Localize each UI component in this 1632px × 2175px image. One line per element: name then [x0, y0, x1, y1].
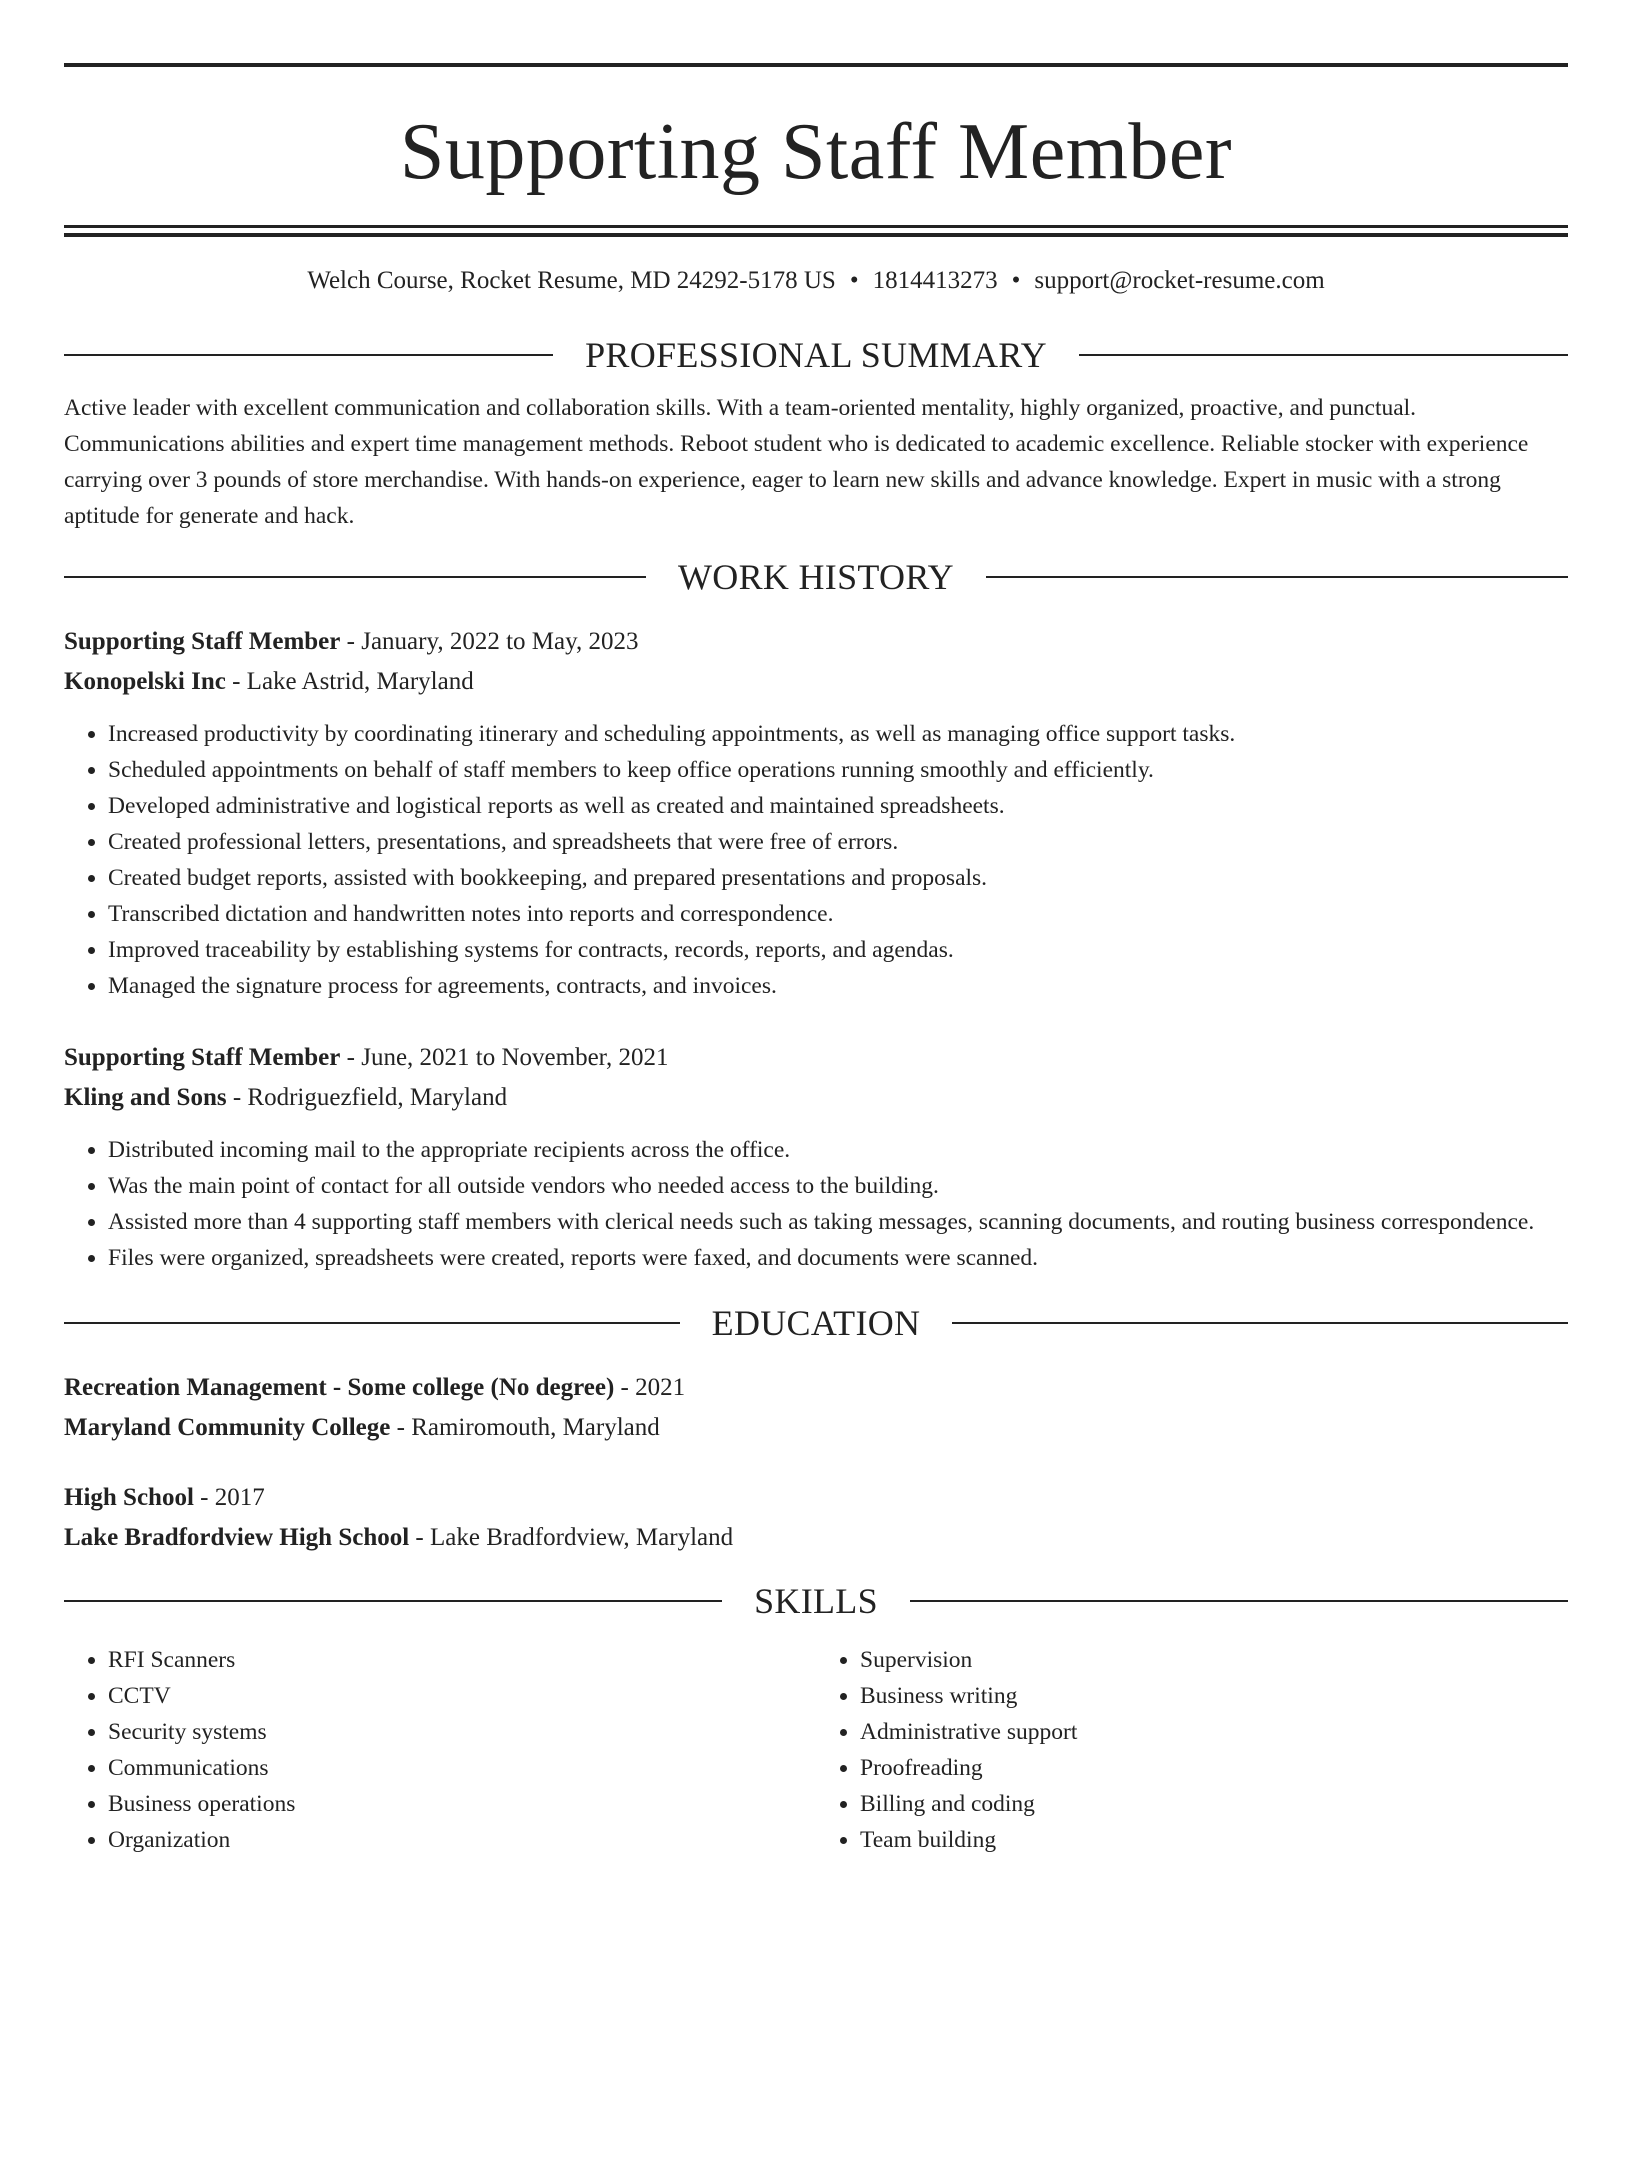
education-year: - 2017 [193, 1484, 265, 1511]
heading-rule-left [64, 354, 553, 356]
job-location: - Lake Astrid, Maryland [225, 668, 474, 695]
education-school: Maryland Community College [64, 1414, 391, 1441]
header-double-divider [64, 225, 1568, 237]
contact-phone: 1814413273 [872, 267, 998, 294]
job-company-line [64, 662, 1568, 702]
resume-page [0, 63, 1632, 2175]
education-year: - 2021 [614, 1374, 686, 1401]
list-item: • Increased productivity by coordinating itinerary and scheduling appointments, as well as managing office support tasks. [108, 716, 1568, 752]
skill-item: • Security systems [108, 1714, 816, 1750]
section-title: SKILLS [754, 1581, 878, 1621]
skill-item: • CCTV [108, 1678, 816, 1714]
list-item: • Files were organized, spreadsheets were created, reports were faxed, and documents were scanned. [108, 1240, 1568, 1276]
skills-list-right [816, 1642, 1568, 1858]
skill-item: • Administrative support [860, 1714, 1568, 1750]
education-degree-line [64, 1368, 1568, 1408]
heading-rule-left [64, 1600, 722, 1602]
skills-list-left [64, 1642, 816, 1858]
list-item: • Scheduled appointments on behalf of staff members to keep office operations running smoothly and efficiently. [108, 752, 1568, 788]
section-title: EDUCATION [711, 1303, 921, 1343]
section-title: PROFESSIONAL SUMMARY [585, 335, 1047, 375]
section-title: WORK HISTORY [678, 557, 954, 597]
education-entry [64, 1478, 1568, 1558]
skills-columns [64, 1642, 1568, 1858]
education-degree-line [64, 1478, 1568, 1518]
list-item: • Developed administrative and logistical reports as well as created and maintained spreadsheets. [108, 788, 1568, 824]
education-school-line [64, 1518, 1568, 1558]
education-degree: High School [64, 1484, 194, 1511]
list-item: • Was the main point of contact for all outside vendors who needed access to the building. [108, 1168, 1568, 1204]
skill-item: • Business writing [860, 1678, 1568, 1714]
education-school: Lake Bradfordview High School [64, 1524, 410, 1551]
skill-item: • Business operations [108, 1786, 816, 1822]
job-company: Kling and Sons [64, 1084, 227, 1111]
job-entry [64, 1038, 1568, 1276]
contact-separator: • [849, 267, 859, 294]
job-title-line [64, 1038, 1568, 1078]
candidate-name: Supporting Staff Member [399, 108, 1233, 196]
job-company-line [64, 1078, 1568, 1118]
heading-rule-right [1079, 354, 1568, 356]
job-company: Konopelski Inc [64, 668, 226, 695]
education-location: - Lake Bradfordview, Maryland [409, 1524, 734, 1551]
skill-item: • RFI Scanners [108, 1642, 816, 1678]
job-dates: - June, 2021 to November, 2021 [340, 1044, 669, 1071]
heading-rule-left [64, 576, 646, 578]
skill-item: • Organization [108, 1822, 816, 1858]
top-divider [64, 63, 1568, 67]
skill-item: • Team building [860, 1822, 1568, 1858]
job-duties-list [64, 1132, 1568, 1276]
list-item: • Created professional letters, presentations, and spreadsheets that were free of errors. [108, 824, 1568, 860]
education-location: - Ramiromouth, Maryland [390, 1414, 660, 1441]
job-location: - Rodriguezfield, Maryland [226, 1084, 508, 1111]
skill-item: • Billing and coding [860, 1786, 1568, 1822]
heading-rule-right [910, 1600, 1568, 1602]
list-item: • Created budget reports, assisted with bookkeeping, and prepared presentations and proposals. [108, 860, 1568, 896]
skill-item: • Supervision [860, 1642, 1568, 1678]
education-section-heading [64, 1300, 1568, 1346]
skill-item: • Communications [108, 1750, 816, 1786]
job-title: Supporting Staff Member [64, 628, 341, 655]
job-entry [64, 622, 1568, 1004]
contact-email: support@rocket-resume.com [1034, 267, 1325, 294]
list-item: • Transcribed dictation and handwritten notes into reports and correspondence. [108, 896, 1568, 932]
professional-summary-text: Active leader with excellent communication and collaboration skills. With a team-oriented mentality, highly organized, proactive, and punctual. Communications abilities and expert time management methods. Reboot student who is dedicated to academic excellence. Reliable stocker with experience carrying over 3 pounds of store merchandise. With hands-on experience, eager to learn new skills and advance knowledge. Expert in music with a strong aptitude for generate and hack. [64, 395, 1529, 529]
heading-rule-left [64, 1322, 680, 1324]
job-title-line [64, 622, 1568, 662]
list-item: • Managed the signature process for agreements, contracts, and invoices. [108, 968, 1568, 1004]
job-title: Supporting Staff Member [64, 1044, 341, 1071]
heading-rule-right [986, 576, 1568, 578]
contact-line [64, 264, 1568, 298]
education-entry [64, 1368, 1568, 1448]
education-degree: Recreation Management - Some college (No degree) [64, 1374, 615, 1401]
job-duties-list [64, 716, 1568, 1004]
list-item: • Assisted more than 4 supporting staff members with clerical needs such as taking messages, scanning documents, and routing business correspondence. [108, 1204, 1568, 1240]
contact-separator: • [1011, 267, 1021, 294]
education-school-line [64, 1408, 1568, 1448]
job-dates: - January, 2022 to May, 2023 [340, 628, 639, 655]
list-item: • Distributed incoming mail to the appropriate recipients across the office. [108, 1132, 1568, 1168]
list-item: • Improved traceability by establishing systems for contracts, records, reports, and agendas. [108, 932, 1568, 968]
summary-section-heading [64, 332, 1568, 378]
skills-section-heading [64, 1578, 1568, 1624]
heading-rule-right [952, 1322, 1568, 1324]
skill-item: • Proofreading [860, 1750, 1568, 1786]
work-history-section-heading [64, 554, 1568, 600]
contact-address: Welch Course, Rocket Resume, MD 24292-5178 US [307, 267, 836, 294]
